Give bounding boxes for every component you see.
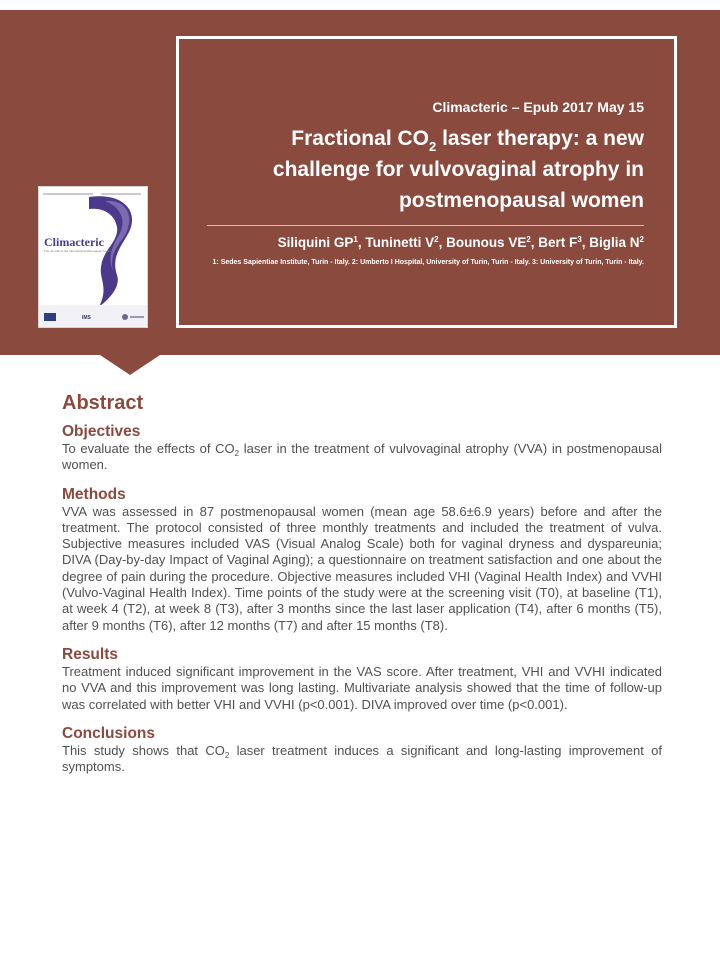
cover-silhouette-illustration [39, 187, 148, 328]
cover-journal-subtitle: The Journal of the International Menopause Society [44, 249, 113, 253]
results-text: Treatment induced significant improvement in the VAS score. After treatment, VHI and VVHI indicated no VVA and this improvement was long lasting. Multivariate analysis showed that the time of follow-up was correlated with better VHI and VVHI (p<0.001). DIVA improved over time (p<0.001). [62, 663, 662, 712]
banner-arrow [100, 355, 160, 375]
cover-journal-title: Climacteric [44, 235, 104, 249]
results-heading: Results [62, 645, 118, 663]
methods-heading: Methods [62, 485, 126, 503]
methods-text: VVA was assessed in 87 postmenopausal women (mean age 58.6±6.9 years) before and after the treatment. The protocol consisted of three monthly treatments and included the treatment of vulva. Subjective measures included VAS (Visual Analog Scale) both for vaginal dryness and dyspareunia; DIVA (Day-by-day Impact of Vaginal Aging); a questionnaire on treatment satisfaction and one about the degree of pain during the procedure. Objective measures included VHI (Vaginal Health Index) and VVHI (Vulvo-Vaginal Health Index). Time points of the study were at the screening visit (T0), at baseline (T1), at week 4 (T2), at week 8 (T3), after 3 months since the last laser application (T4), after 6 months (T5), after 9 months (T6), after 12 months (T7) and after 15 months (T8). [62, 503, 662, 633]
journal-epub-line: Climacteric – Epub 2017 May 15 [432, 99, 644, 115]
author: Bounous $VE^2$ [446, 235, 531, 250]
author: Tuninetti $V^2$ [365, 235, 439, 250]
author: Bert $F^3$ [538, 235, 582, 250]
author: Siliquini $GP^1$ [277, 235, 358, 250]
author-list: Siliquini $GP^1$, Tuninetti $V^2$, Bounous $VE^2$, Bert $F^3$, Biglia $N^2$ [277, 235, 644, 250]
objectives-text: To evaluate the effects of $CO_2$ laser in the treatment of vulvovaginal atrophy (VVA) in postmenopausal women. [62, 441, 662, 473]
abstract-body [62, 392, 662, 775]
conclusions-heading: Conclusions [62, 724, 156, 742]
author: Biglia $N^2$ [589, 235, 644, 250]
objectives-heading: Objectives [62, 423, 141, 440]
journal-cover-thumbnail [38, 186, 148, 328]
article-title: Fractional $CO_2$ laser therapy: a new challenge for vulvovaginal atrophy in postmenopausal women [272, 127, 644, 212]
abstract-heading: Abstract [62, 392, 144, 414]
conclusions-text: This study shows that $CO_2$ laser treatment induces a significant and long-lasting improvement of symptoms. [62, 742, 662, 775]
affiliations: 1: Sedes Sapientiae Institute, Turin - Italy. 2: Umberto I Hospital, University of Turin, Turin - Italy. 3: University of Turin, Turin - Italy. [212, 259, 644, 266]
header-divider [207, 225, 644, 226]
cover-ims-logo: IMS [82, 315, 91, 321]
header-frame [176, 36, 677, 328]
